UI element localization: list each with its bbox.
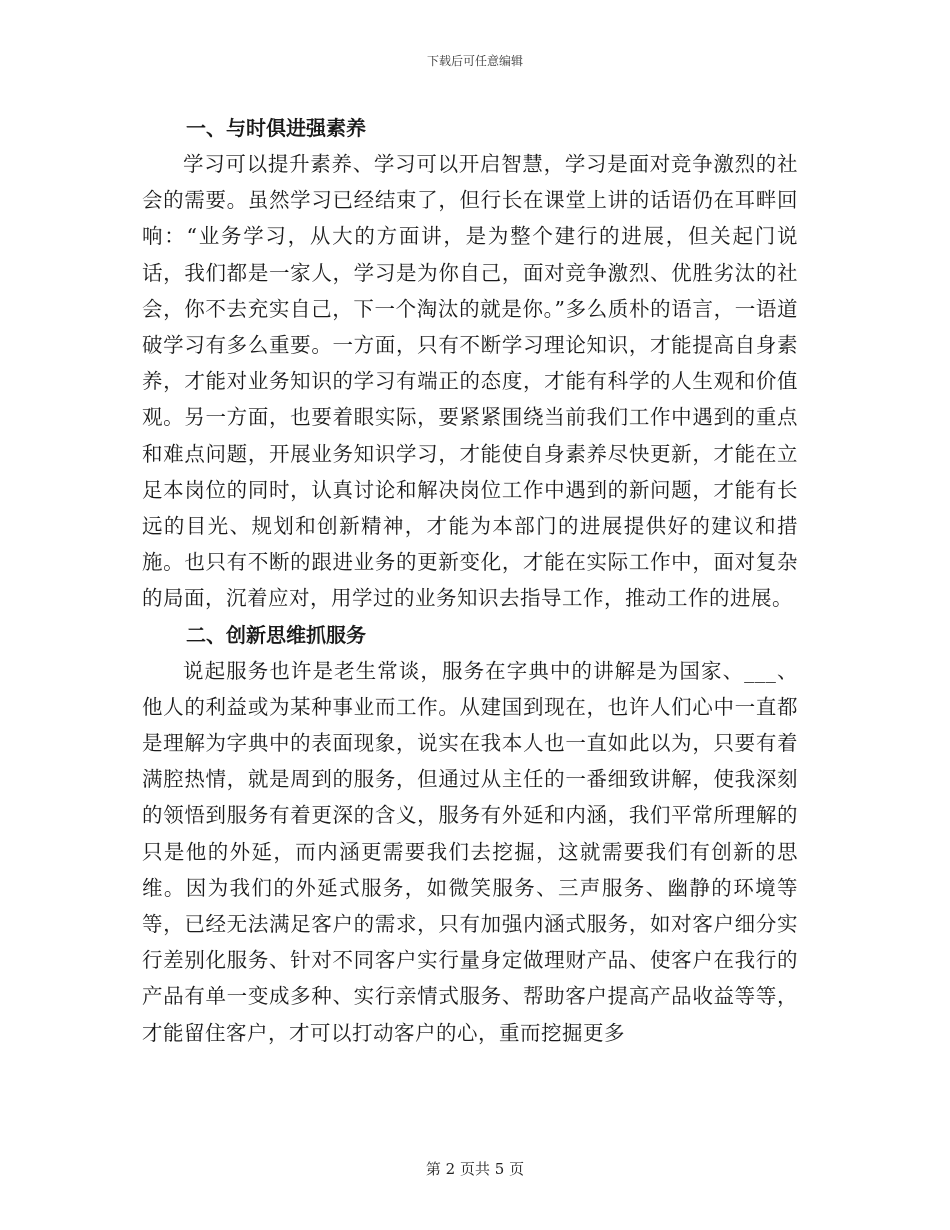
page-footer: 第 2 页共 5 页: [425, 1160, 525, 1178]
section-paragraph-2: 说起服务也许是老生常谈，服务在字典中的讲解是为国家、___、他人的利益或为某种事业而工作。从建国到现在，也许人们心中一直都是理解为字典中的表面现象，说实在我本人也一直如此以为，只要有着满腔热情，就是周到的服务，但通过从主任的一番细致讲解，使我深刻的领悟到服务有着更深的含义，服务有外延和内涵，我们平常所理解的只是他的外延，而内涵更需要我们去挖掘，这就需要我们有创新的思维。因为我们的外延式服务，如微笑服务、三声服务、幽静的环境等等，已经无法满足客户的需求，只有加强内涵式服务，如对客户细分实行差别化服务、针对不同客户实行量身定做理财产品、使客户在我行的产品有单一变成多种、实行亲情式服务、帮助客户提高产品收益等等，才能留住客户，才可以打动客户的心，重而挖掘更多: [142, 658, 798, 1045]
section-heading-1: 一、与时俱进强素养: [186, 116, 366, 140]
document-body: [142, 110, 798, 1051]
section-paragraph-1: 学习可以提升素养、学习可以开启智慧，学习是面对竞争激烈的社会的需要。虽然学习已经结束了，但行长在课堂上讲的话语仍在耳畔回响：“业务学习，从大的方面讲，是为整个建行的进展，但关起门说话，我们都是一家人，学习是为你自己，面对竞争激烈、优胜劣汰的社会，你不去充实自己，下一个淘汰的就是你。”多么质朴的语言，一语道破学习有多么重要。一方面，只有不断学习理论知识，才能提高自身素养，才能对业务知识的学习有端正的态度，才能有科学的人生观和价值观。另一方面，也要着眼实际，要紧紧围绕当前我们工作中遇到的重点和难点问题，开展业务知识学习，才能使自身素养尽快更新，才能在立足本岗位的同时，认真讨论和解决岗位工作中遇到的新问题，才能有长远的目光、规划和创新精神，才能为本部门的进展提供好的建议和措施。也只有不断的跟进业务的更新变化，才能在实际工作中，面对复杂的局面，沉着应对，用学过的业务知识去指导工作，推动工作的进展。: [142, 152, 798, 611]
section-heading-2: 二、创新思维抓服务: [186, 622, 366, 647]
page-header: 下载后可任意编辑: [426, 54, 523, 68]
